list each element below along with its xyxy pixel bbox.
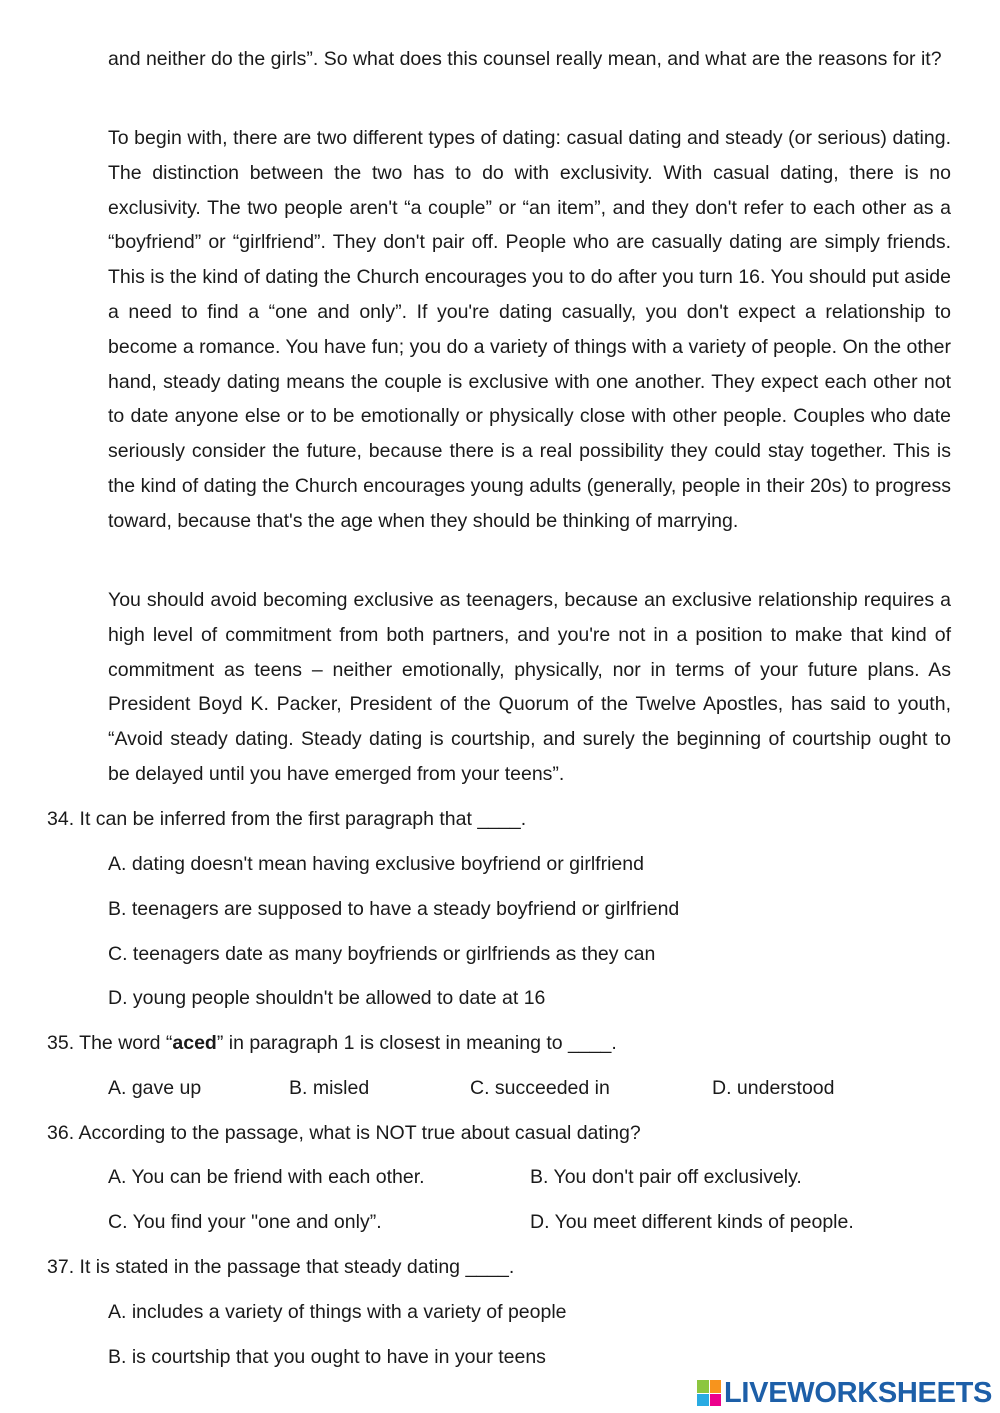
question-34-option-b[interactable]: B. teenagers are supposed to have a steady boyfriend or girlfriend	[108, 898, 680, 920]
passage-paragraph-2: To begin with, there are two different types of dating: casual dating and steady (or serious) dating. The distinction between the two has to do with exclusivity. With casual dating, there is no exclusivity. The two people aren't “a couple” or “an item”, and they don't refer to each other as a “boyfriend” or “girlfriend”. They don't pair off. People who are casually dating are simply friends. This is the kind of dating the Church encourages you to do after you turn 16. You should put aside a need to find a “one and only”. If you're dating casually, you don't expect a relationship to become a romance. You have fun; you do a variety of things with a variety of people. On the other hand, steady dating means the couple is exclusive with one another. They expect each other not to date anyone else or to be emotionally or physically close with other people. Couples who date seriously consider the future, because there is a real possibility they could stay together. This is the kind of dating the Church encourages young adults (generally, people in their 20s) to progress toward, because that's the age when they should be thinking of marrying.	[108, 127, 951, 532]
question-36-option-b[interactable]: B. You don't pair off exclusively.	[530, 1166, 802, 1188]
question-36-option-d[interactable]: D. You meet different kinds of people.	[530, 1211, 854, 1233]
question-34-option-a[interactable]: A. dating doesn't mean having exclusive boyfriend or girlfriend	[108, 853, 644, 875]
question-36-option-c[interactable]: C. You find your "one and only”.	[108, 1211, 382, 1233]
question-34-stem: 34. It can be inferred from the first paragraph that ____.	[47, 808, 527, 830]
question-35-option-b[interactable]: B. misled	[289, 1077, 370, 1099]
question-36-stem: 36. According to the passage, what is NOT true about casual dating?	[47, 1122, 641, 1144]
passage-paragraph-continued: and neither do the girls”. So what does this counsel really mean, and what are the reasons for it?	[108, 48, 942, 70]
question-35-stem: 35. The word “aced” in paragraph 1 is closest in meaning to ____.	[47, 1032, 617, 1054]
question-35-option-a[interactable]: A. gave up	[108, 1077, 202, 1099]
liveworksheets-logo-text: LIVEWORKSHEETS	[724, 1377, 993, 1409]
passage-paragraph-3: You should avoid becoming exclusive as teenagers, because an exclusive relationship requires a high level of commitment from both partners, and you're not in a position to make that kind of commitment as teens – neither emotionally, physically, nor in terms of your future plans. As President Boyd K. Packer, President of the Quorum of the Twelve Apostles, has said to youth, “Avoid steady dating. Steady dating is courtship, and surely the beginning of courtship ought to be delayed until you have emerged from your teens”.	[108, 589, 951, 785]
question-37-stem: 37. It is stated in the passage that steady dating ____.	[47, 1256, 515, 1278]
question-37-option-b[interactable]: B. is courtship that you ought to have in your teens	[108, 1346, 546, 1368]
liveworksheets-logo[interactable]	[697, 1376, 992, 1410]
liveworksheets-logo-icon	[697, 1380, 721, 1406]
question-34-option-d[interactable]: D. young people shouldn't be allowed to date at 16	[108, 987, 546, 1009]
highlighted-word: aced	[172, 1032, 217, 1054]
question-37-option-a[interactable]: A. includes a variety of things with a variety of people	[108, 1301, 567, 1323]
question-35-option-c[interactable]: C. succeeded in	[470, 1077, 610, 1099]
question-34-option-c[interactable]: C. teenagers date as many boyfriends or girlfriends as they can	[108, 943, 656, 965]
question-35-option-d[interactable]: D. understood	[712, 1077, 835, 1099]
question-36-option-a[interactable]: A. You can be friend with each other.	[108, 1166, 425, 1188]
